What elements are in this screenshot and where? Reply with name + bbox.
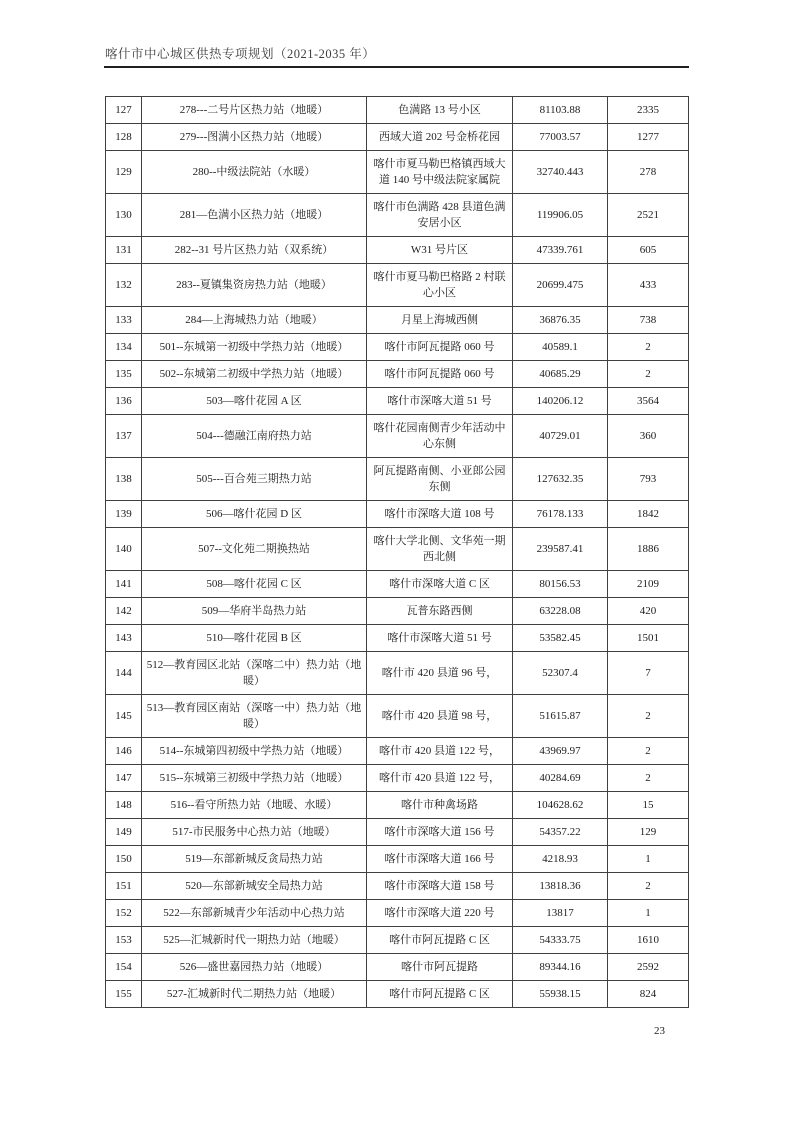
table-row (106, 598, 689, 625)
cell-area: 43969.97 (513, 738, 608, 765)
cell-count: 1277 (608, 124, 689, 151)
cell-area: 239587.41 (513, 528, 608, 571)
cell-name: 515--东城第三初级中学热力站（地暖） (142, 765, 367, 792)
cell-address: 喀什市深喀大道 158 号 (367, 873, 513, 900)
cell-name: 501--东城第一初级中学热力站（地暖） (142, 334, 367, 361)
cell-no: 143 (106, 625, 142, 652)
cell-name: 510—喀什花园 B 区 (142, 625, 367, 652)
table-row (106, 981, 689, 1008)
cell-count: 278 (608, 151, 689, 194)
cell-name: 502--东城第二初级中学热力站（地暖） (142, 361, 367, 388)
cell-name: 282--31 号片区热力站（双系统） (142, 237, 367, 264)
cell-no: 153 (106, 927, 142, 954)
cell-area: 36876.35 (513, 307, 608, 334)
cell-count: 15 (608, 792, 689, 819)
page-header (105, 44, 375, 62)
cell-count: 2 (608, 695, 689, 738)
cell-area: 4218.93 (513, 846, 608, 873)
cell-count: 2 (608, 873, 689, 900)
cell-no: 145 (106, 695, 142, 738)
cell-count: 793 (608, 458, 689, 501)
cell-no: 146 (106, 738, 142, 765)
cell-address: 喀什市深喀大道 166 号 (367, 846, 513, 873)
table-row (106, 927, 689, 954)
cell-name: 512—教育园区北站（深喀二中）热力站（地暖） (142, 652, 367, 695)
cell-count: 2335 (608, 97, 689, 124)
cell-area: 55938.15 (513, 981, 608, 1008)
cell-count: 1501 (608, 625, 689, 652)
table-row (106, 388, 689, 415)
cell-address: 喀什市 420 县道 122 号， (367, 738, 513, 765)
table-row (106, 97, 689, 124)
cell-count: 360 (608, 415, 689, 458)
cell-no: 131 (106, 237, 142, 264)
cell-count: 2109 (608, 571, 689, 598)
table-row (106, 695, 689, 738)
cell-no: 144 (106, 652, 142, 695)
table-row (106, 819, 689, 846)
cell-name: 526—盛世嘉园热力站（地暖） (142, 954, 367, 981)
cell-count: 824 (608, 981, 689, 1008)
cell-area: 63228.08 (513, 598, 608, 625)
cell-address: 喀什市阿瓦提路 060 号 (367, 361, 513, 388)
cell-no: 148 (106, 792, 142, 819)
cell-name: 522—东部新城青少年活动中心热力站 (142, 900, 367, 927)
cell-name: 516--看守所热力站（地暖、水暖） (142, 792, 367, 819)
table-row (106, 738, 689, 765)
cell-name: 278---二号片区热力站（地暖） (142, 97, 367, 124)
table-row (106, 528, 689, 571)
cell-area: 127632.35 (513, 458, 608, 501)
table-row (106, 458, 689, 501)
table-row (106, 237, 689, 264)
cell-count: 2521 (608, 194, 689, 237)
table-row (106, 571, 689, 598)
table-row (106, 954, 689, 981)
cell-area: 119906.05 (513, 194, 608, 237)
cell-name: 527-汇城新时代二期热力站（地暖） (142, 981, 367, 1008)
cell-area: 54333.75 (513, 927, 608, 954)
cell-no: 149 (106, 819, 142, 846)
table-row (106, 124, 689, 151)
cell-area: 47339.761 (513, 237, 608, 264)
cell-area: 81103.88 (513, 97, 608, 124)
cell-name: 506—喀什花园 D 区 (142, 501, 367, 528)
cell-address: 喀什大学北侧、文华苑一期西北侧 (367, 528, 513, 571)
cell-address: 瓦普东路西侧 (367, 598, 513, 625)
cell-no: 132 (106, 264, 142, 307)
cell-area: 52307.4 (513, 652, 608, 695)
heating-stations-table (105, 96, 689, 1008)
cell-address: 喀什市阿瓦提路 C 区 (367, 927, 513, 954)
cell-no: 141 (106, 571, 142, 598)
table-row (106, 625, 689, 652)
cell-address: W31 号片区 (367, 237, 513, 264)
cell-count: 433 (608, 264, 689, 307)
cell-address: 喀什市深喀大道 51 号 (367, 388, 513, 415)
cell-no: 152 (106, 900, 142, 927)
cell-address: 喀什市深喀大道 C 区 (367, 571, 513, 598)
table-row (106, 151, 689, 194)
cell-count: 1886 (608, 528, 689, 571)
table-row (106, 652, 689, 695)
cell-area: 40589.1 (513, 334, 608, 361)
cell-name: 279---图满小区热力站（地暖） (142, 124, 367, 151)
cell-address: 喀什市 420 县道 122 号， (367, 765, 513, 792)
table-row (106, 194, 689, 237)
cell-count: 7 (608, 652, 689, 695)
table-row (106, 792, 689, 819)
cell-address: 喀什市夏马勒巴格镇西域大道 140 号中级法院家属院 (367, 151, 513, 194)
table-row (106, 264, 689, 307)
cell-address: 喀什花园南侧青少年活动中心东侧 (367, 415, 513, 458)
cell-name: 508—喀什花园 C 区 (142, 571, 367, 598)
cell-address: 喀什市深喀大道 51 号 (367, 625, 513, 652)
cell-count: 2 (608, 361, 689, 388)
cell-no: 135 (106, 361, 142, 388)
cell-count: 2592 (608, 954, 689, 981)
cell-address: 阿瓦提路南侧、小亚郎公园东侧 (367, 458, 513, 501)
table-row (106, 307, 689, 334)
cell-count: 129 (608, 819, 689, 846)
table-row (106, 415, 689, 458)
cell-area: 40685.29 (513, 361, 608, 388)
cell-no: 151 (106, 873, 142, 900)
cell-name: 517-市民服务中心热力站（地暖） (142, 819, 367, 846)
cell-no: 129 (106, 151, 142, 194)
cell-area: 13817 (513, 900, 608, 927)
cell-count: 1842 (608, 501, 689, 528)
cell-count: 738 (608, 307, 689, 334)
cell-area: 89344.16 (513, 954, 608, 981)
cell-address: 月星上海城西侧 (367, 307, 513, 334)
cell-name: 504---德融江南府热力站 (142, 415, 367, 458)
cell-no: 128 (106, 124, 142, 151)
cell-count: 1610 (608, 927, 689, 954)
cell-area: 140206.12 (513, 388, 608, 415)
cell-area: 54357.22 (513, 819, 608, 846)
table-row (106, 334, 689, 361)
table-row (106, 900, 689, 927)
cell-no: 133 (106, 307, 142, 334)
cell-name: 520—东部新城安全局热力站 (142, 873, 367, 900)
cell-count: 1 (608, 900, 689, 927)
cell-area: 32740.443 (513, 151, 608, 194)
table-row (106, 361, 689, 388)
cell-no: 139 (106, 501, 142, 528)
cell-no: 155 (106, 981, 142, 1008)
table-row (106, 501, 689, 528)
cell-address: 喀什市深喀大道 156 号 (367, 819, 513, 846)
page-number: 23 (654, 1025, 665, 1037)
cell-name: 503—喀什花园 A 区 (142, 388, 367, 415)
cell-area: 76178.133 (513, 501, 608, 528)
cell-address: 喀什市阿瓦提路 C 区 (367, 981, 513, 1008)
cell-no: 130 (106, 194, 142, 237)
cell-name: 507--文化苑二期换热站 (142, 528, 367, 571)
cell-name: 280--中级法院站（水暖） (142, 151, 367, 194)
cell-address: 喀什市深喀大道 220 号 (367, 900, 513, 927)
cell-count: 2 (608, 765, 689, 792)
cell-area: 77003.57 (513, 124, 608, 151)
cell-no: 138 (106, 458, 142, 501)
cell-no: 150 (106, 846, 142, 873)
cell-no: 142 (106, 598, 142, 625)
cell-address: 喀什市阿瓦提路 060 号 (367, 334, 513, 361)
cell-no: 136 (106, 388, 142, 415)
cell-name: 519—东部新城反贪局热力站 (142, 846, 367, 873)
cell-name: 525—汇城新时代一期热力站（地暖） (142, 927, 367, 954)
cell-no: 147 (106, 765, 142, 792)
cell-name: 509—华府半岛热力站 (142, 598, 367, 625)
cell-count: 420 (608, 598, 689, 625)
cell-area: 53582.45 (513, 625, 608, 652)
cell-name: 281—色满小区热力站（地暖） (142, 194, 367, 237)
table-row (106, 765, 689, 792)
cell-name: 283--夏镇集资房热力站（地暖） (142, 264, 367, 307)
cell-area: 80156.53 (513, 571, 608, 598)
cell-address: 喀什市色满路 428 县道色满安居小区 (367, 194, 513, 237)
cell-name: 505---百合苑三期热力站 (142, 458, 367, 501)
cell-address: 喀什市 420 县道 96 号， (367, 652, 513, 695)
cell-no: 137 (106, 415, 142, 458)
header-rule (104, 66, 689, 68)
table-row (106, 873, 689, 900)
cell-address: 喀什市深喀大道 108 号 (367, 501, 513, 528)
cell-address: 喀什市种禽场路 (367, 792, 513, 819)
header-title: 喀什市中心城区供热专项规划（2021-2035 年） (105, 47, 376, 61)
cell-name: 284—上海城热力站（地暖） (142, 307, 367, 334)
cell-area: 40729.01 (513, 415, 608, 458)
cell-count: 1 (608, 846, 689, 873)
cell-address: 喀什市 420 县道 98 号， (367, 695, 513, 738)
cell-area: 104628.62 (513, 792, 608, 819)
cell-area: 51615.87 (513, 695, 608, 738)
table-row (106, 846, 689, 873)
cell-count: 2 (608, 334, 689, 361)
cell-name: 513—教育园区南站（深喀一中）热力站（地暖） (142, 695, 367, 738)
cell-address: 色满路 13 号小区 (367, 97, 513, 124)
cell-count: 3564 (608, 388, 689, 415)
cell-area: 20699.475 (513, 264, 608, 307)
cell-no: 134 (106, 334, 142, 361)
table-body (106, 97, 689, 1008)
cell-no: 154 (106, 954, 142, 981)
cell-no: 140 (106, 528, 142, 571)
cell-no: 127 (106, 97, 142, 124)
cell-area: 40284.69 (513, 765, 608, 792)
cell-area: 13818.36 (513, 873, 608, 900)
cell-address: 喀什市阿瓦提路 (367, 954, 513, 981)
cell-name: 514--东城第四初级中学热力站（地暖） (142, 738, 367, 765)
cell-count: 605 (608, 237, 689, 264)
cell-address: 西域大道 202 号金桥花园 (367, 124, 513, 151)
cell-address: 喀什市夏马勒巴格路 2 村联心小区 (367, 264, 513, 307)
cell-count: 2 (608, 738, 689, 765)
